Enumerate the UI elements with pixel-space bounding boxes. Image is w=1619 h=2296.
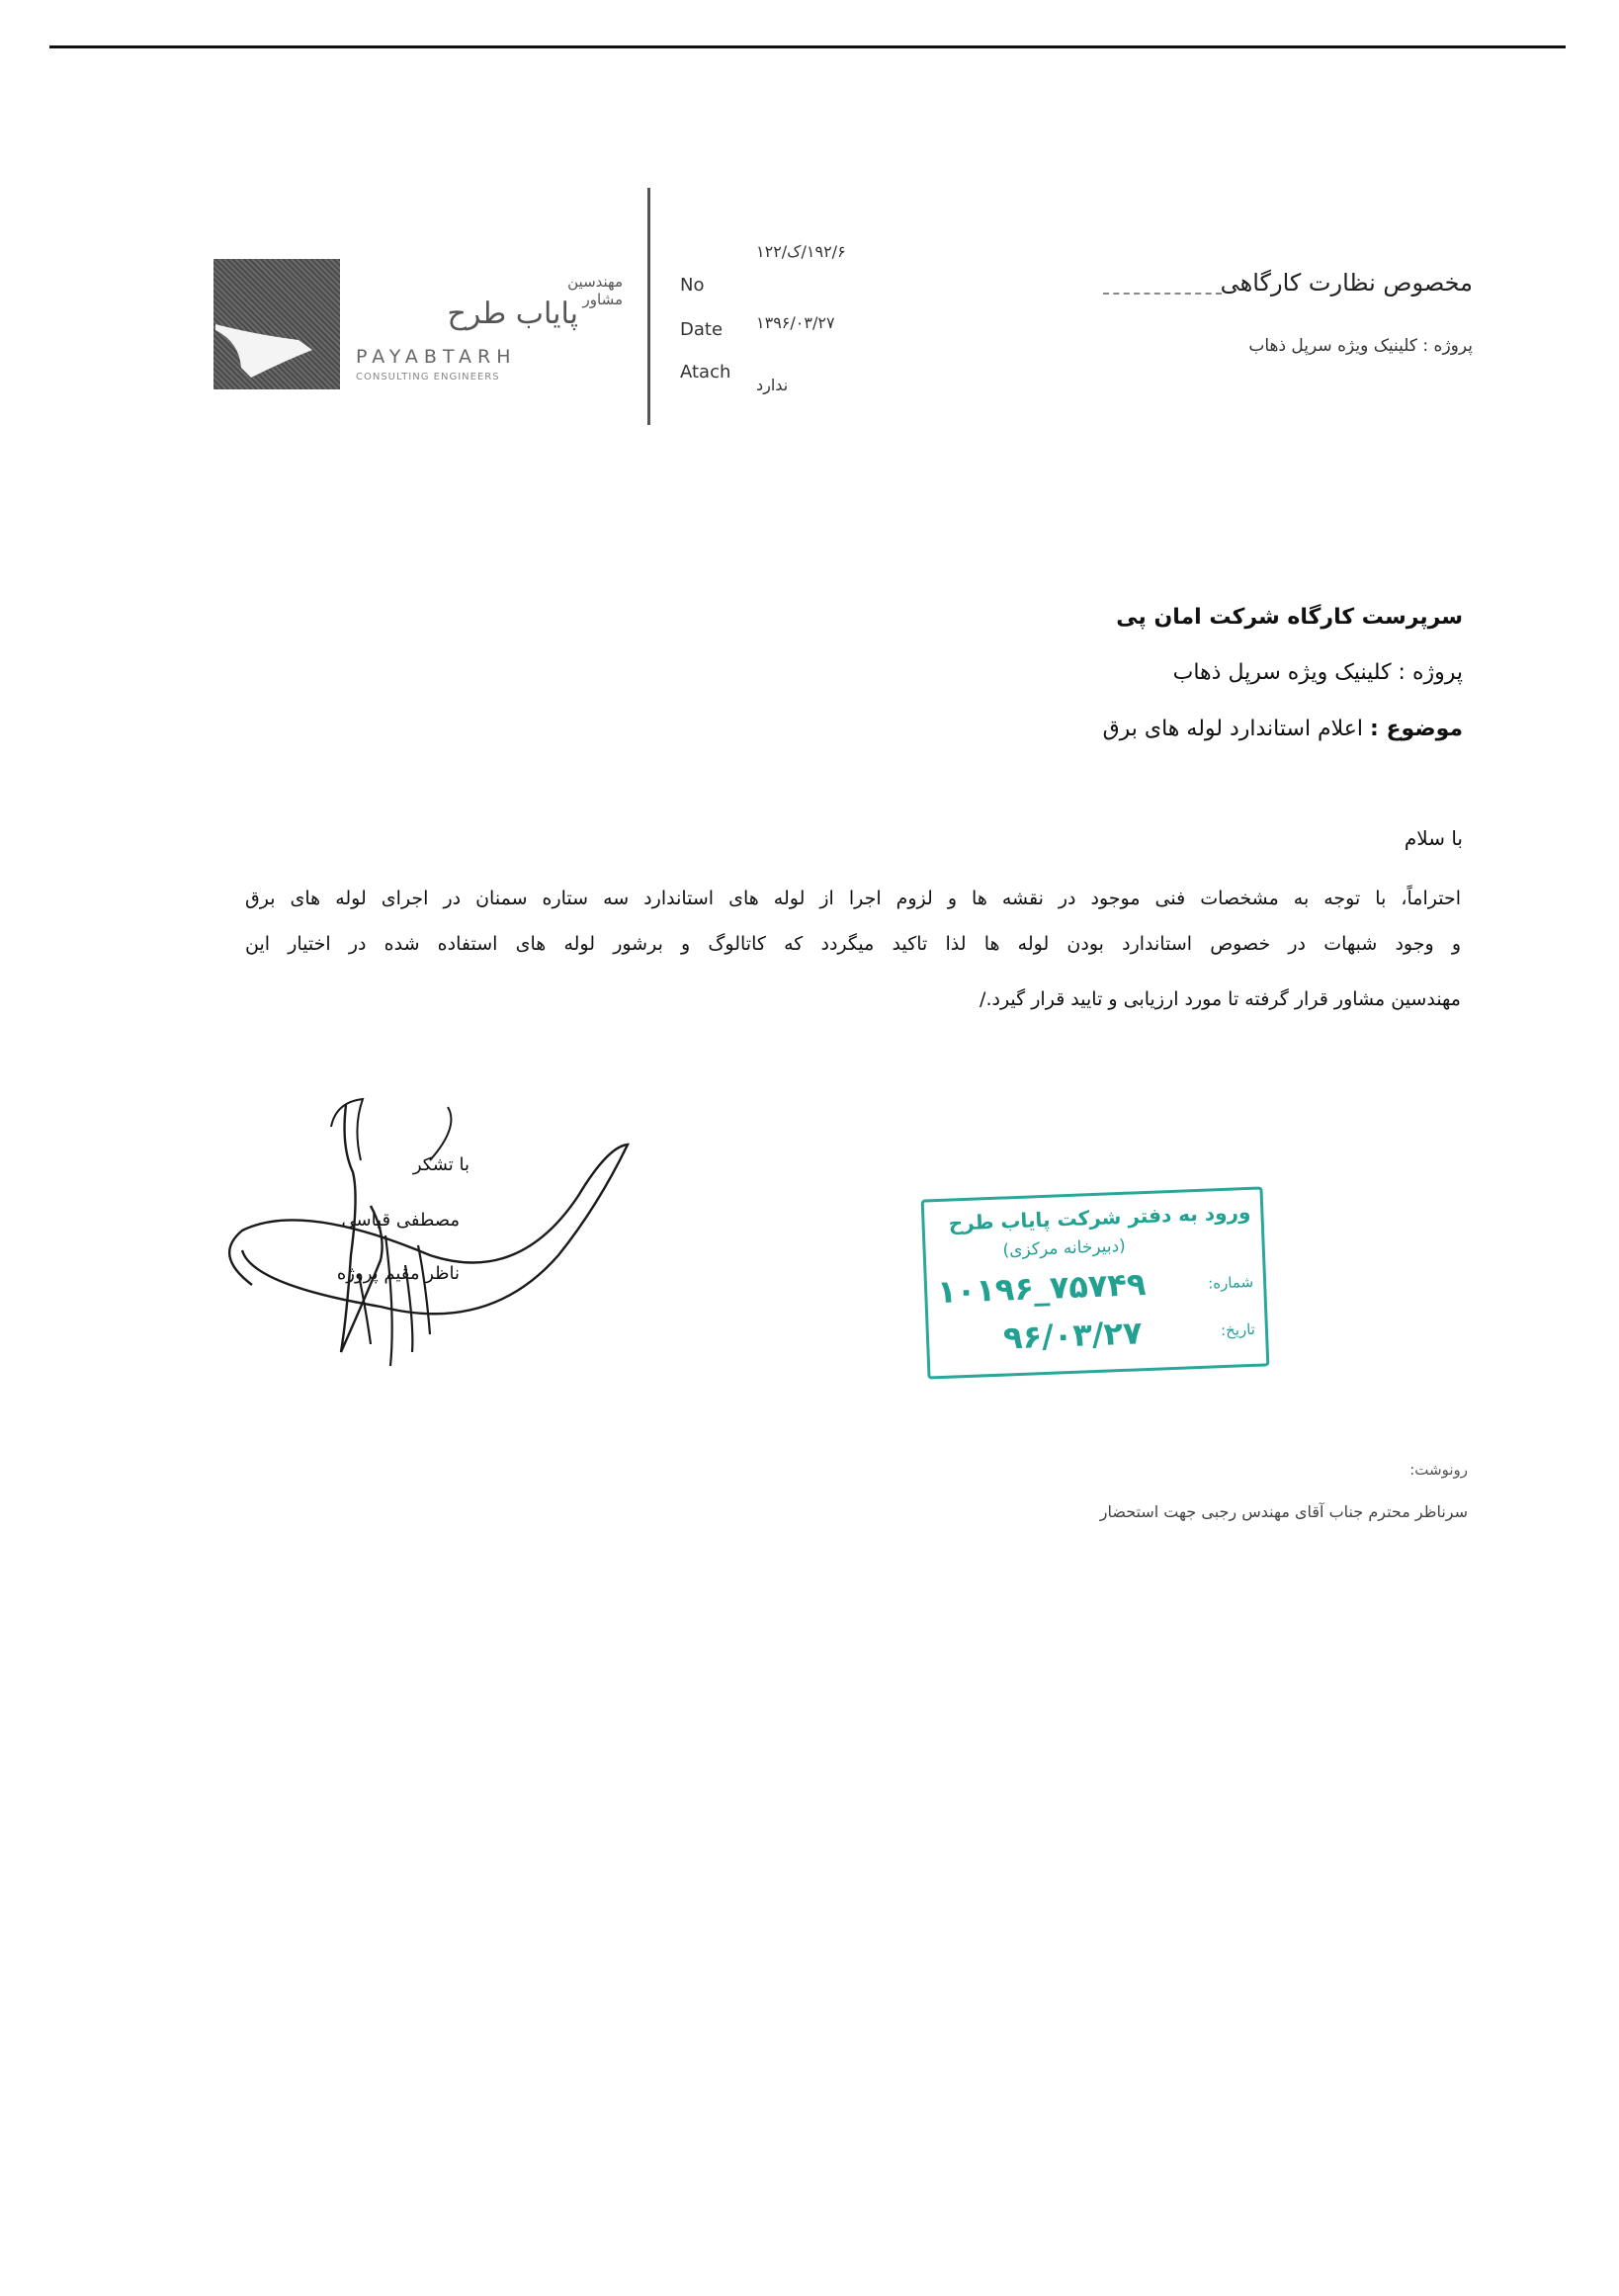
letter-number: ۱۹۲/۶/ک/۱۲۲ bbox=[756, 242, 846, 261]
letter-date: ۱۳۹۶/۰۳/۲۷ bbox=[756, 313, 835, 332]
recipient-line: سرپرست کارگاه شرکت امان پی bbox=[1116, 605, 1463, 630]
stamp-subtitle: (دبیرخانه مرکزی) bbox=[1002, 1235, 1127, 1261]
cc-recipient: سرناظر محترم جناب آقای مهندس رجبی جهت استحضار bbox=[1099, 1502, 1468, 1521]
logo-name-en: PAYABTARH bbox=[356, 346, 517, 368]
stamp-date-label: تاریخ: bbox=[1220, 1319, 1256, 1340]
logo-tagline: CONSULTING ENGINEERS bbox=[356, 372, 500, 383]
scan-top-edge-line bbox=[49, 45, 1566, 48]
signature-name: مصطفی قیاسی bbox=[341, 1210, 460, 1231]
stamp-number-label: شماره: bbox=[1207, 1272, 1254, 1293]
project-line: پروژه : کلینیک ویژه سرپل ذهاب bbox=[1172, 660, 1463, 685]
subject-label: موضوع : bbox=[1370, 717, 1463, 741]
letterhead-divider bbox=[647, 188, 650, 425]
company-logo-mark bbox=[213, 259, 340, 389]
received-stamp bbox=[921, 1186, 1270, 1379]
stamp-title: ورود به دفتر شرکت پایاب طرح bbox=[948, 1199, 1251, 1235]
signature-role: ناظر مقیم پروژه bbox=[336, 1263, 460, 1284]
greeting: با سلام bbox=[1404, 826, 1463, 850]
logo-subtitle-fa: مهندسین مشاور bbox=[567, 273, 623, 308]
body-line-1: احتراماً، با توجه به مشخصات فنی موجود در نقشه ها و لزوم اجرا از لوله های استاندارد سه ستاره سمنان در اجرای لوله های برق bbox=[245, 888, 1461, 909]
subject-text: اعلام استاندارد لوله های برق bbox=[1102, 717, 1364, 741]
special-title: مخصوص نظارت کارگاهی bbox=[1220, 269, 1473, 297]
special-title-underline bbox=[1103, 293, 1222, 296]
logo-name-fa: پایاب طرح bbox=[447, 297, 578, 331]
attachment-value: ندارد bbox=[756, 376, 789, 394]
header-project-line: پروژه : کلینیک ویژه سرپل ذهاب bbox=[1248, 336, 1473, 356]
signature-closing: با تشکر bbox=[412, 1154, 469, 1175]
cc-label: رونوشت: bbox=[1409, 1461, 1468, 1479]
date-label: Date bbox=[680, 319, 724, 340]
stamp-number-value: ۱۰۱۹۶_۷۵۷۴۹ bbox=[936, 1265, 1148, 1312]
attach-label: Atach bbox=[680, 362, 731, 383]
subject-line bbox=[771, 717, 1463, 741]
body-line-3: مهندسین مشاور قرار گرفته تا مورد ارزیابی و تایید قرار گیرد./ bbox=[980, 988, 1461, 1010]
body-line-2: و وجود شبهات در خصوص استاندارد بودن لوله ها لذا تاکید میگردد که کاتالوگ و برشور لوله های استفاده شده در اختیار این bbox=[245, 933, 1461, 955]
stamp-date-value: ۹۶/۰۳/۲۷ bbox=[1002, 1314, 1144, 1357]
no-label: No bbox=[680, 275, 705, 296]
handwritten-signature bbox=[193, 1087, 647, 1374]
